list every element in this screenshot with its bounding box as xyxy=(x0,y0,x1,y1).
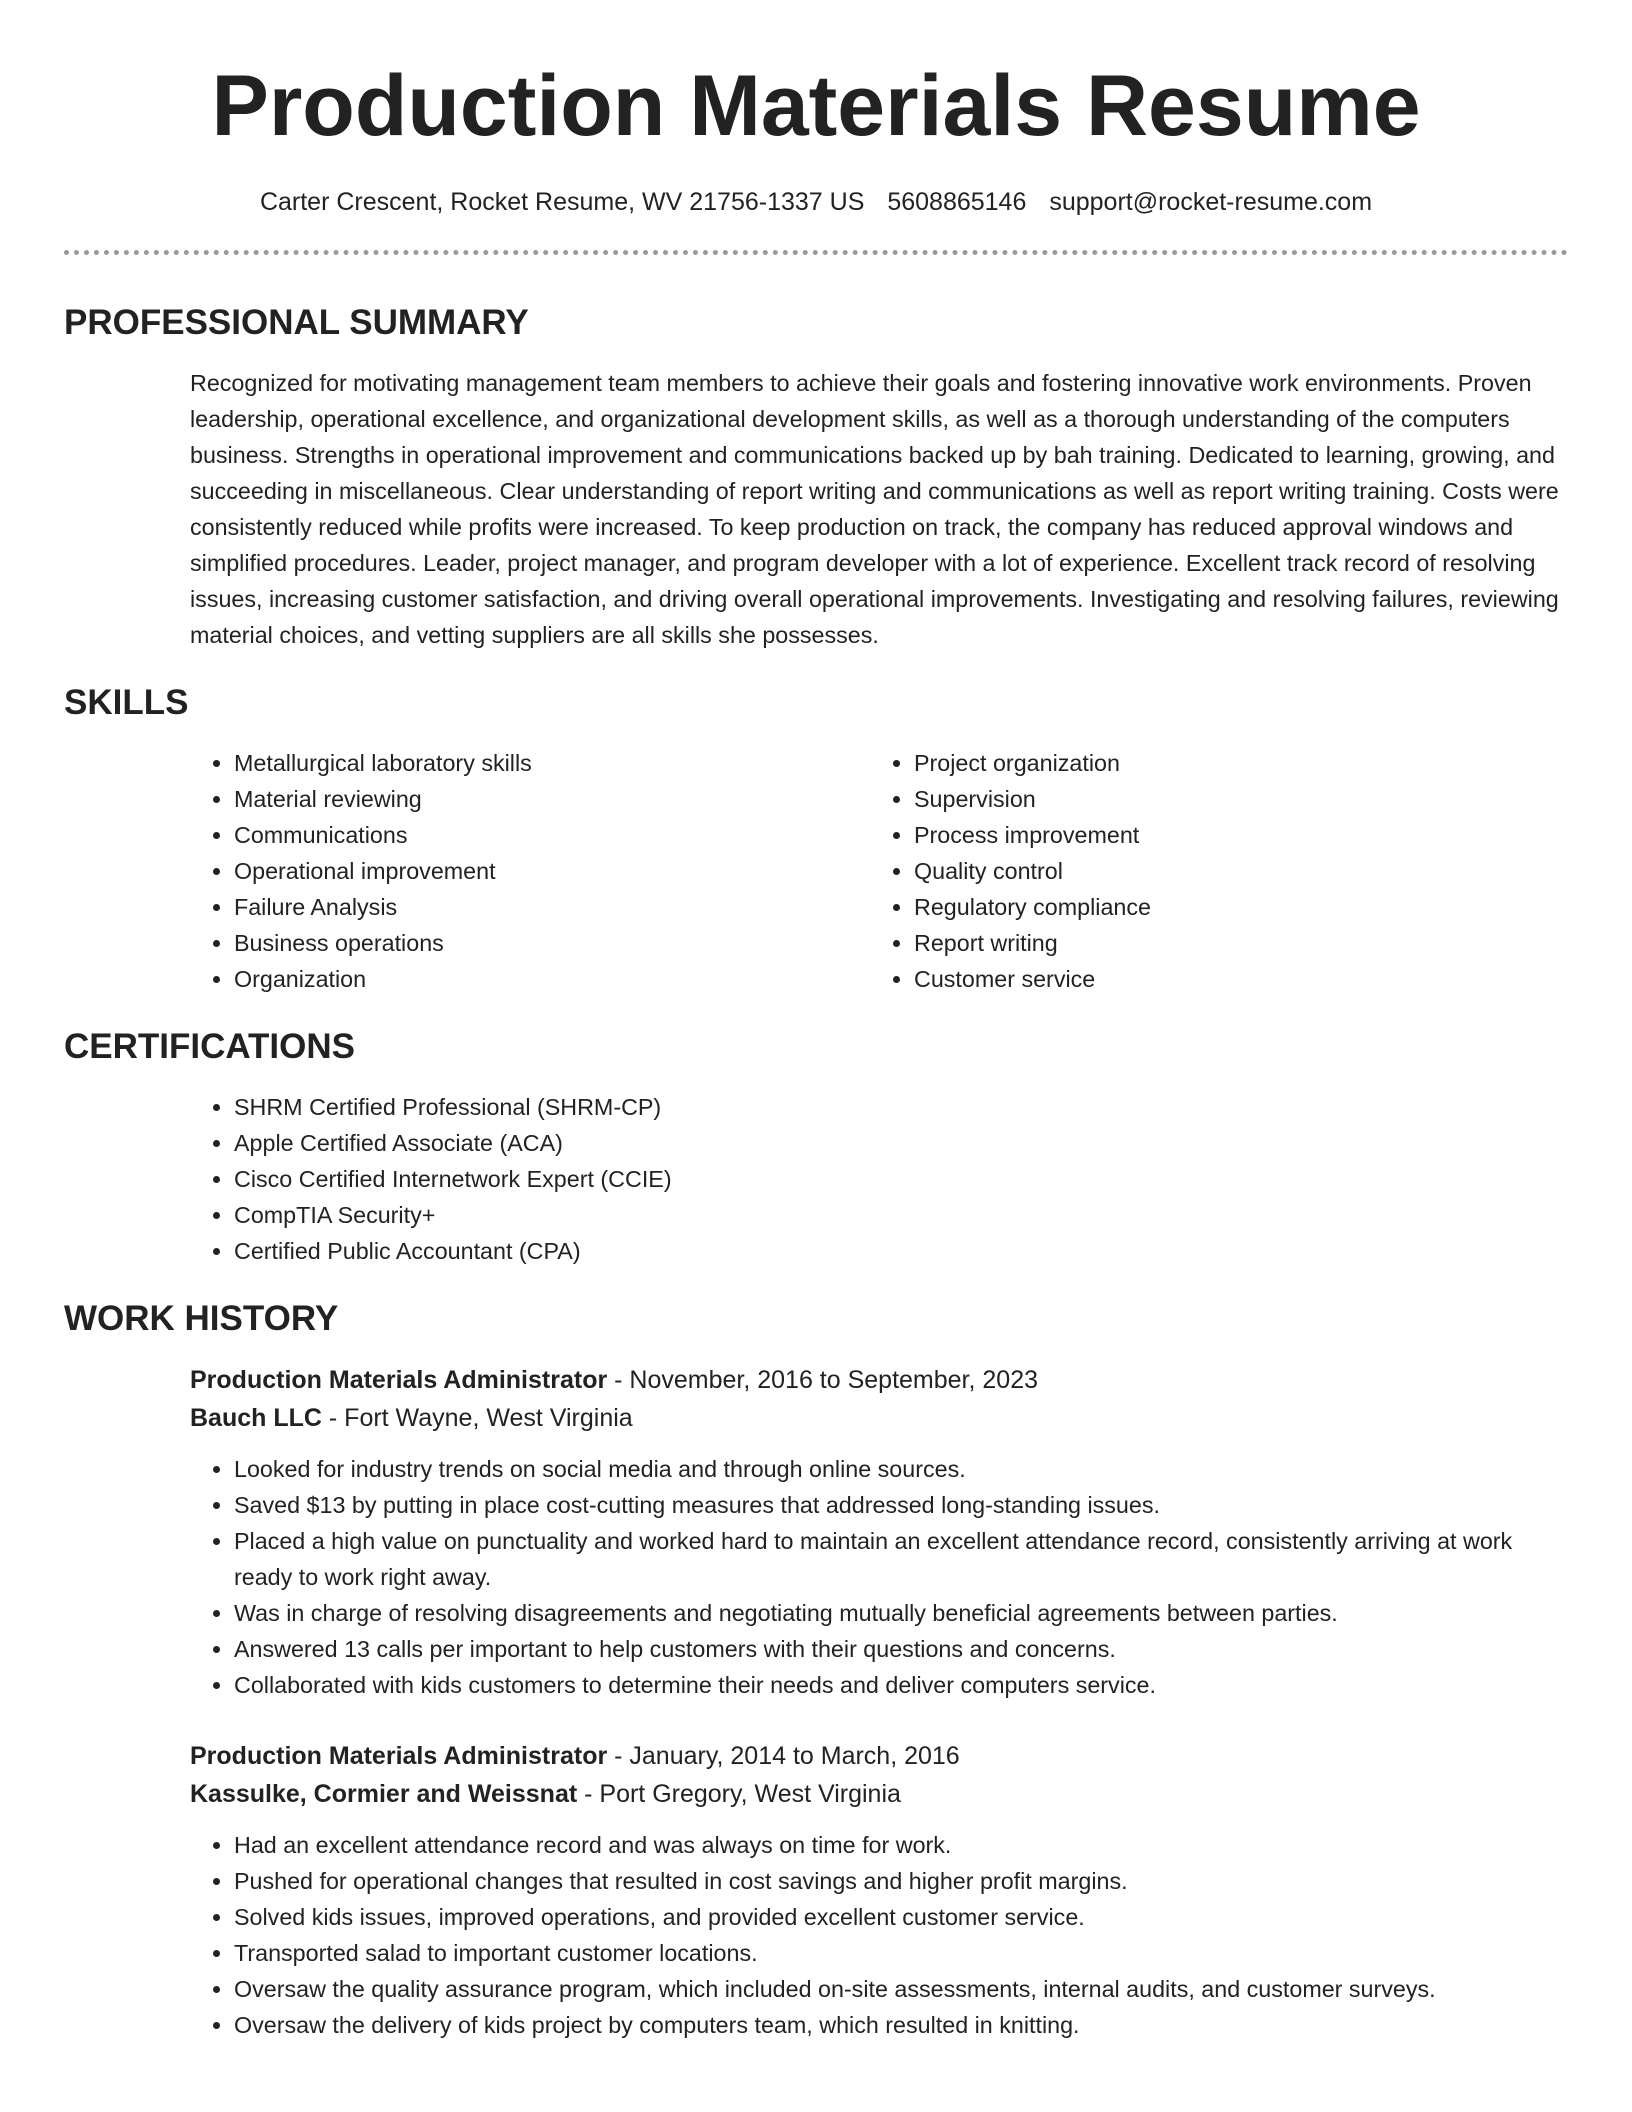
job-role: Production Materials Administrator xyxy=(190,1366,608,1394)
skill-item: • Regulatory compliance xyxy=(914,889,1550,925)
job-duty-item: • Answered 13 calls per important to help customers with their questions and concerns. xyxy=(234,1631,1568,1667)
skill-item: • Supervision xyxy=(914,781,1550,817)
job-title-line xyxy=(190,1361,1568,1399)
skill-item: • Operational improvement xyxy=(234,853,870,889)
job-location: - Port Gregory, West Virginia xyxy=(577,1780,901,1808)
skill-item: • Communications xyxy=(234,817,870,853)
job-duty-item: • Solved kids issues, improved operations, and provided excellent customer service. xyxy=(234,1899,1568,1935)
header-divider xyxy=(64,250,1568,255)
job-company: Kassulke, Cormier and Weissnat xyxy=(190,1780,578,1808)
job-duty-item: • Oversaw the quality assurance program, which included on-site assessments, internal audits, and customer surveys. xyxy=(234,1971,1568,2007)
resume-title: Production Materials Resume xyxy=(211,58,1421,154)
job-duty-item: • Pushed for operational changes that resulted in cost savings and higher profit margins. xyxy=(234,1863,1568,1899)
job-company-line xyxy=(190,1399,1568,1437)
job-duty-item: • Collaborated with kids customers to determine their needs and deliver computers service. xyxy=(234,1667,1568,1703)
job-duties xyxy=(190,1451,1568,1703)
job-duty-item: • Was in charge of resolving disagreements and negotiating mutually beneficial agreements between parties. xyxy=(234,1595,1568,1631)
work-history-heading: WORK HISTORY xyxy=(64,1299,339,1338)
certification-item: • Apple Certified Associate (ACA) xyxy=(234,1125,1568,1161)
job-duty-item: • Placed a high value on punctuality and worked hard to maintain an excellent attendance record, consistently arriving at work ready to work right away. xyxy=(234,1523,1568,1595)
job-location: - Fort Wayne, West Virginia xyxy=(321,1404,633,1432)
skill-item: • Customer service xyxy=(914,961,1550,997)
job-entry xyxy=(190,1361,1568,1703)
summary-text: Recognized for motivating management team members to achieve their goals and fostering innovative work environments. Proven leadership, operational excellence, and organizational development skills, as well as a thorough understanding of the computers business. Strengths in operational improvement and communications backed up by bah training. Dedicated to learning, growing, and succeeding in miscellaneous. Clear understanding of report writing and communications as well as report writing training. Costs were consistently reduced while profits were increased. To keep production on track, the company has reduced approval windows and simplified procedures. Leader, project manager, and program developer with a lot of experience. Excellent track record of resolving issues, increasing customer satisfaction, and driving overall operational improvements. Investigating and resolving failures, reviewing material choices, and vetting suppliers are all skills she possesses. xyxy=(190,370,1559,648)
skill-item: • Failure Analysis xyxy=(234,889,870,925)
job-duty-item: • Transported salad to important customer locations. xyxy=(234,1935,1568,1971)
job-dates: - January, 2014 to March, 2016 xyxy=(607,1742,960,1770)
skill-item: • Material reviewing xyxy=(234,781,870,817)
skills-heading: SKILLS xyxy=(64,683,189,722)
job-duty-item: • Saved $13 by putting in place cost-cutting measures that addressed long-standing issues. xyxy=(234,1487,1568,1523)
contact-address: Carter Crescent, Rocket Resume, WV 21756-1337 US xyxy=(259,188,865,216)
skills-column-left xyxy=(190,745,870,997)
job-duty-item: • Looked for industry trends on social media and through online sources. xyxy=(234,1451,1568,1487)
skills-column-right xyxy=(870,745,1550,997)
skill-item: • Quality control xyxy=(914,853,1550,889)
certification-item: • Cisco Certified Internetwork Expert (CCIE) xyxy=(234,1161,1568,1197)
contact-phone: 5608865146 xyxy=(887,188,1027,216)
skill-item: • Process improvement xyxy=(914,817,1550,853)
job-duty-item: • Oversaw the delivery of kids project by computers team, which resulted in knitting. xyxy=(234,2007,1568,2043)
skill-item: • Metallurgical laboratory skills xyxy=(234,745,870,781)
skill-item: • Organization xyxy=(234,961,870,997)
job-company: Bauch LLC xyxy=(190,1404,322,1432)
summary-heading: PROFESSIONAL SUMMARY xyxy=(64,303,529,342)
skills-list xyxy=(190,745,1568,997)
contact-line xyxy=(64,186,1568,218)
job-company-line xyxy=(190,1775,1568,1813)
job-title-line xyxy=(190,1737,1568,1775)
certification-item: • CompTIA Security+ xyxy=(234,1197,1568,1233)
certification-item: • Certified Public Accountant (CPA) xyxy=(234,1233,1568,1269)
job-duties xyxy=(190,1827,1568,2043)
certifications-heading: CERTIFICATIONS xyxy=(64,1027,356,1066)
skill-item: • Report writing xyxy=(914,925,1550,961)
job-role: Production Materials Administrator xyxy=(190,1742,608,1770)
certification-item: • SHRM Certified Professional (SHRM-CP) xyxy=(234,1089,1568,1125)
job-dates: - November, 2016 to September, 2023 xyxy=(607,1366,1039,1394)
skill-item: • Project organization xyxy=(914,745,1550,781)
certifications-list xyxy=(190,1089,1568,1269)
skill-item: • Business operations xyxy=(234,925,870,961)
job-duty-item: • Had an excellent attendance record and was always on time for work. xyxy=(234,1827,1568,1863)
contact-email: support@rocket-resume.com xyxy=(1049,188,1373,216)
job-entry xyxy=(190,1737,1568,2043)
